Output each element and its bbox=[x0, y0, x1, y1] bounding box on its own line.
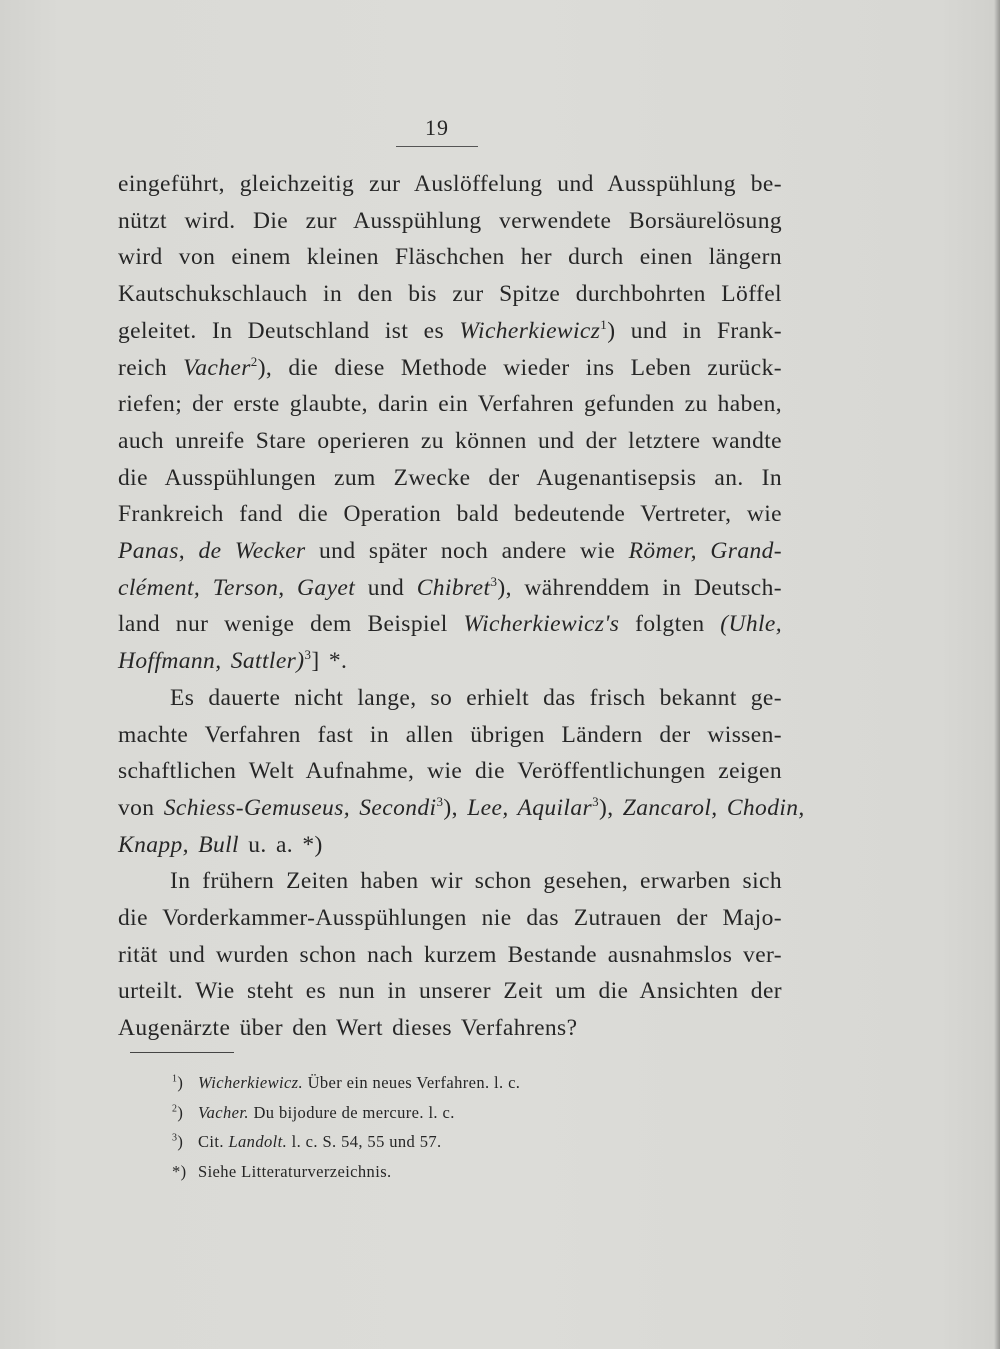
page-number: 19 bbox=[425, 115, 449, 140]
footnote-mark: 1 bbox=[172, 1073, 178, 1085]
footnote-ref: 2 bbox=[250, 353, 258, 369]
text-line: rität und wurden schon nach kurzem Bestande ausnahmslos ver- bbox=[118, 941, 782, 968]
text-line: schaftlichen Welt Aufnahme, wie die Veröffentlichungen zeigen bbox=[118, 758, 782, 785]
text-line: geleitet. In Deutschland ist es Wicherkiewicz$^1$) und in Frank- bbox=[118, 316, 782, 344]
text-line: reich Vacher$^2$), die diese Methode wieder ins Leben zurück- bbox=[118, 353, 782, 381]
footnote-text: Du bijodure de mercure. l. c. bbox=[253, 1102, 455, 1122]
author-name: Lee, Aquilar bbox=[467, 794, 593, 821]
author-name: Zancarol, Chodin, bbox=[622, 794, 805, 821]
text-line: wird von einem kleinen Fläschchen her durch einen längern bbox=[118, 244, 782, 271]
text-line: eingeführt, gleichzeitig zur Auslöffelung und Ausspühlung be- bbox=[118, 171, 782, 197]
footnote-author: Landolt. bbox=[228, 1132, 288, 1151]
text-line: land nur wenige dem Beispiel Wicherkiewicz's folgten (Uhle, bbox=[118, 611, 783, 638]
author-name: Schiess-Gemuseus, Secondi bbox=[163, 794, 437, 821]
footnote-text: l. c. S. 54, 55 und 57. bbox=[291, 1132, 442, 1151]
footnote-ref: 3 bbox=[436, 794, 444, 810]
author-name: Knapp, Bull bbox=[118, 831, 239, 858]
author-name: Wicherkiewicz bbox=[459, 317, 601, 344]
text-line: Frankreich fand die Operation bald bedeutende Vertreter, wie bbox=[118, 501, 782, 528]
author-name: Wicherkiewicz's bbox=[463, 611, 620, 638]
text-line: nützt wird. Die zur Ausspühlung verwendete Borsäurelösung bbox=[118, 207, 782, 234]
text-line: riefen; der erste glaubte, darin ein Verfahren gefunden zu haben, bbox=[118, 391, 782, 418]
text-line: urteilt. Wie steht es nun in unserer Zeit um die Ansichten der bbox=[118, 978, 782, 1005]
page-number-rule bbox=[396, 146, 478, 147]
text-line: Panas, de Wecker und später noch andere wie Römer, Grand- bbox=[118, 538, 782, 565]
footnote-text: Siehe Litteraturverzeichnis. bbox=[198, 1161, 392, 1181]
author-name: Hoffmann, Sattler) bbox=[118, 648, 305, 675]
footnote: $^3$) Cit. Landolt. l. c. S. 54, 55 und 57. bbox=[172, 1132, 442, 1151]
page-edge-shadow bbox=[994, 0, 1000, 1349]
footnote-mark: * bbox=[172, 1161, 181, 1181]
footnote: $^2$) Vacher. Du bijodure de mercure. l. c. bbox=[172, 1102, 455, 1122]
text-line: die Ausspühlungen zum Zwecke der Augenantisepsis an. In bbox=[118, 464, 782, 491]
text-line: Augenärzte über den Wert dieses Verfahrens? bbox=[118, 1015, 578, 1042]
text-line: Es dauerte nicht lange, so erhielt das frisch bekannt ge- bbox=[170, 684, 782, 711]
footnote-rule bbox=[130, 1052, 234, 1053]
author-name: (Uhle, bbox=[720, 611, 783, 638]
text-line: In frühern Zeiten haben wir schon gesehen, erwarben sich bbox=[170, 868, 782, 895]
footnote-author: Wicherkiewicz. bbox=[198, 1073, 304, 1092]
author-name: Chibret bbox=[416, 574, 491, 601]
author-name: Vacher bbox=[183, 354, 251, 381]
footnote-text: Über ein neues Verfahren. l. c. bbox=[307, 1073, 521, 1092]
footnote-ref: 3 bbox=[592, 794, 599, 810]
text-line: Hoffmann, Sattler)$^3$] *. bbox=[118, 647, 348, 675]
footnote-author: Vacher. bbox=[198, 1102, 249, 1122]
footnote: *) Siehe Litteraturverzeichnis. bbox=[172, 1161, 392, 1181]
text-line: Kautschukschlauch in den bis zur Spitze durchbohrten Löffel bbox=[118, 281, 782, 308]
text-line: clément, Terson, Gayet und Chibret$^3$), währenddem in Deutsch- bbox=[118, 573, 782, 601]
author-name: clément, Terson, Gayet bbox=[118, 574, 356, 601]
text-line: Knapp, Bull u. a. *) bbox=[118, 831, 323, 858]
footnote-mark: 3 bbox=[172, 1132, 178, 1144]
text-line: die Vorderkammer-Ausspühlungen nie das Zutrauen der Majo- bbox=[118, 905, 782, 932]
text-line: von Schiess-Gemuseus, Secondi$^3$), Lee, Aquilar$^3$), Zancarol, Chodin, bbox=[118, 794, 805, 821]
footnote-prefix: Cit. bbox=[198, 1132, 224, 1151]
text-line: machte Verfahren fast in allen übrigen Ländern der wissen- bbox=[118, 721, 782, 748]
footnote-ref: 1 bbox=[600, 316, 608, 332]
footnote-mark: 2 bbox=[172, 1103, 178, 1114]
footnote-ref: 3 bbox=[304, 647, 312, 663]
author-name: Panas, de Wecker bbox=[118, 538, 306, 565]
author-name: Römer, Grand- bbox=[628, 538, 782, 565]
body-text bbox=[118, 166, 805, 1047]
footnote-ref: 3 bbox=[490, 573, 498, 589]
footnotes bbox=[172, 1068, 652, 1186]
footnote: $^1$) Wicherkiewicz. Über ein neues Verfahren. l. c. bbox=[172, 1073, 521, 1092]
text-line: auch unreife Stare operieren zu können und der letztere wandte bbox=[118, 427, 782, 454]
